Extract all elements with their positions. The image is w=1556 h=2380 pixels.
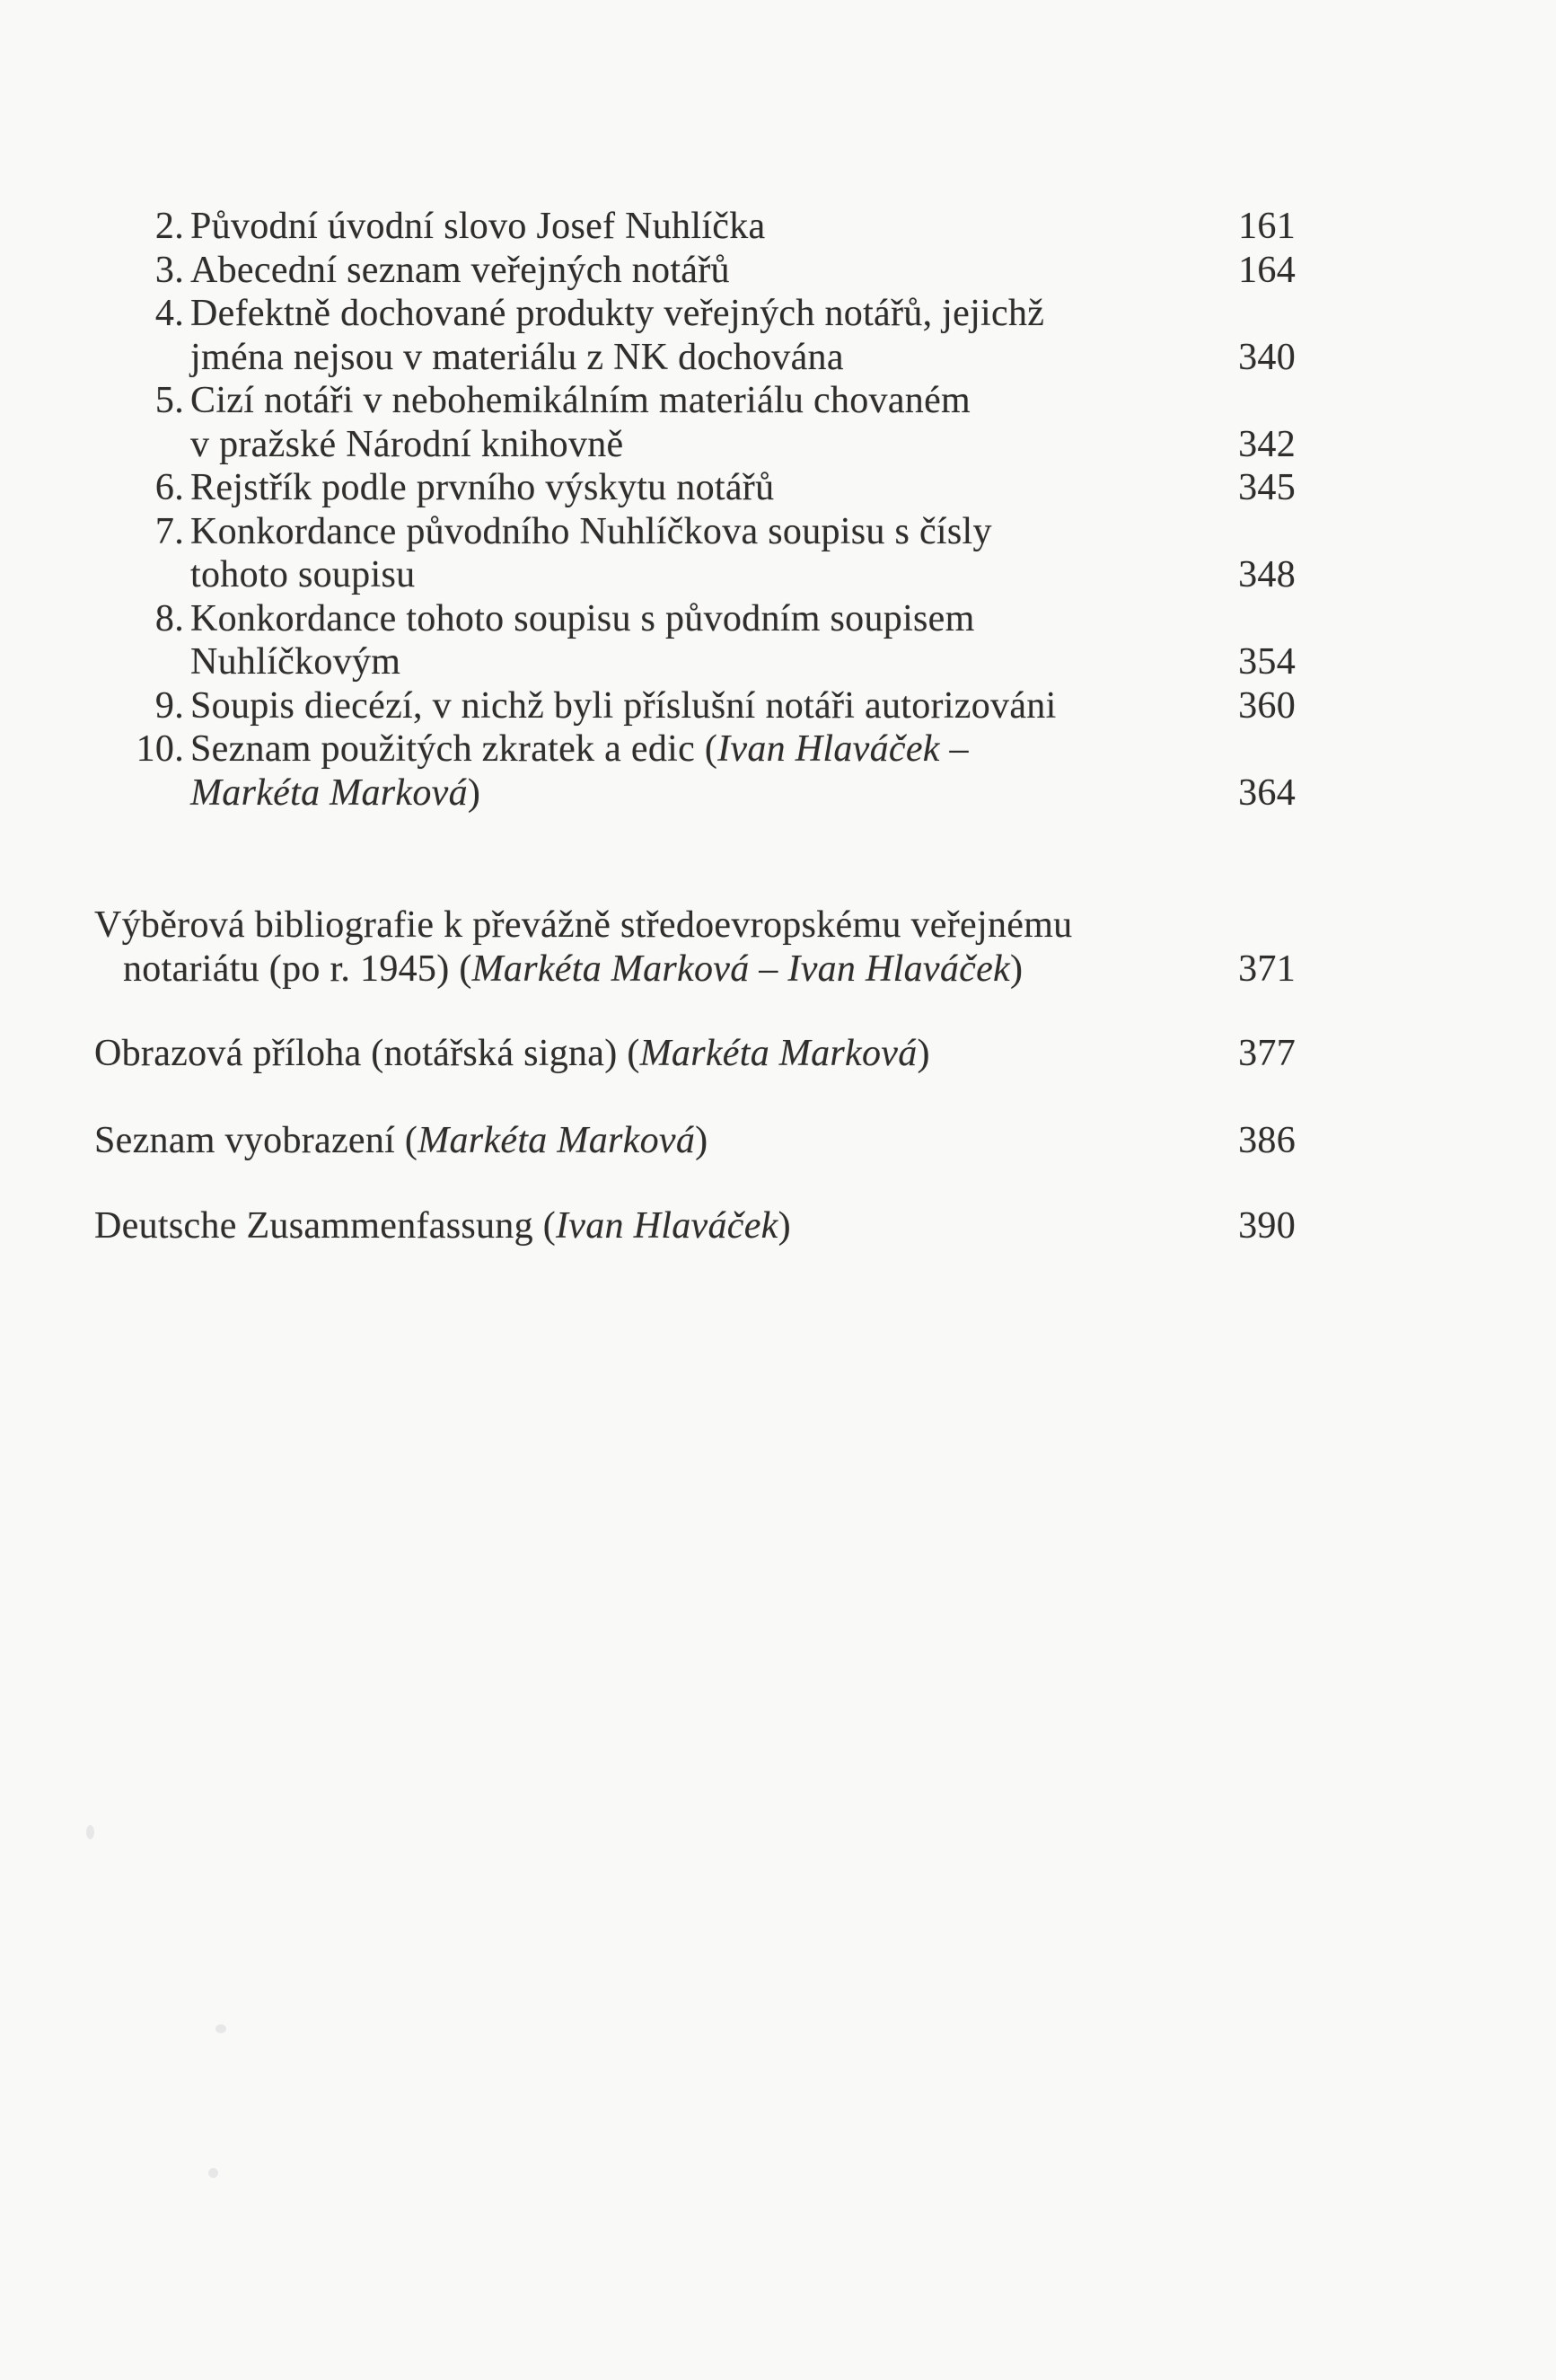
toc-entry-page-number: 340 (1238, 336, 1296, 378)
section-gap (94, 815, 1296, 904)
toc-section-page-number: 371 (1238, 948, 1296, 990)
toc-entry (94, 379, 1296, 423)
section-gap (94, 991, 1296, 1032)
toc-entry-continuation (94, 553, 1296, 597)
toc-entry (94, 510, 1296, 554)
toc-entry (94, 597, 1296, 641)
toc-section-entry (94, 1032, 1296, 1076)
toc-entry-continuation (94, 423, 1296, 467)
toc-entry-number: 10. (136, 728, 184, 770)
toc-entry-number: 3. (154, 249, 184, 291)
toc-entry-title: tohoto soupisu (190, 554, 416, 595)
toc-section-entry (94, 1119, 1296, 1163)
toc-section-title: Výběrová bibliografie k převážně středoevropskému veřejnému (94, 904, 1073, 946)
section-gap (94, 1162, 1296, 1204)
toc-entry-number: 6. (154, 467, 184, 508)
toc-entry-title: Nuhlíčkovým (190, 641, 401, 683)
toc-section-continuation (94, 948, 1296, 992)
toc-section-authors: Markéta Marková (639, 1033, 918, 1074)
toc-entry (94, 205, 1296, 249)
scan-speck (208, 2168, 218, 2178)
toc-section-entry (94, 1204, 1296, 1248)
toc-entry-title: jména nejsou v materiálu z NK dochována (190, 336, 844, 378)
toc-entry-title: Cizí notáři v nebohemikálním materiálu chovaném (190, 380, 971, 421)
toc-section-entry (94, 904, 1296, 948)
scan-speck (215, 2024, 226, 2033)
toc-entry-number: 2. (154, 206, 184, 247)
toc-entry (94, 249, 1296, 293)
toc-entry-continuation (94, 771, 1296, 815)
toc-entry-title: Defektně dochované produkty veřejných notářů, jejichž (190, 293, 1045, 334)
toc-section-title: Obrazová příloha (notářská signa) (Markéta Marková) (94, 1033, 930, 1074)
toc-entry-continuation (94, 336, 1296, 380)
toc-entry-title: Seznam použitých zkratek a edic (Ivan Hlaváček – (190, 728, 969, 770)
toc-entry-number: 8. (154, 597, 184, 639)
toc-section-authors: Markéta Marková (418, 1119, 696, 1161)
toc-entry-title: Rejstřík podle prvního výskytu notářů (190, 467, 775, 508)
toc-entry-number: 9. (154, 684, 184, 727)
toc-entry-number: 4. (154, 293, 184, 334)
toc-section-page-number: 377 (1238, 1033, 1296, 1074)
toc-entry-continuation (94, 640, 1296, 684)
toc-entry-page-number: 161 (1238, 206, 1296, 247)
toc-entry-page-number: 360 (1238, 684, 1296, 727)
toc-entry-page-number: 342 (1238, 423, 1296, 465)
toc-entry-title: Konkordance původního Nuhlíčkova soupisu s čísly (190, 510, 992, 552)
scan-speck (86, 1825, 94, 1839)
section-gap (94, 1076, 1296, 1119)
toc-entry-number: 7. (154, 510, 184, 552)
toc-entry-page-number: 345 (1238, 467, 1296, 508)
toc-section-title: Seznam vyobrazení (Markéta Marková) (94, 1119, 708, 1161)
toc-entry (94, 727, 1296, 771)
toc-section-page-number: 386 (1238, 1119, 1296, 1161)
toc-entry-number: 5. (154, 380, 184, 421)
toc-entry-authors: Markéta Marková (190, 771, 468, 814)
table-of-contents (94, 205, 1296, 1248)
toc-section-authors: Markéta Marková – Ivan Hlaváček (471, 948, 1011, 990)
toc-entry-title: Konkordance tohoto soupisu s původním soupisem (190, 597, 975, 639)
toc-entry (94, 466, 1296, 510)
toc-entry (94, 684, 1296, 728)
toc-entry (94, 292, 1296, 336)
toc-entry-title: Abecední seznam veřejných notářů (190, 249, 730, 291)
toc-section-title: Deutsche Zusammenfassung (Ivan Hlaváček) (94, 1205, 791, 1247)
toc-entry-page-number: 364 (1238, 771, 1296, 814)
toc-entry-authors: Ivan Hlaváček – (717, 728, 969, 770)
toc-section-title: notariátu (po r. 1945) (Markéta Marková – Ivan Hlaváček) (123, 948, 1024, 990)
toc-entry-page-number: 354 (1238, 641, 1296, 683)
toc-entry-title: Původní úvodní slovo Josef Nuhlíčka (190, 206, 766, 247)
toc-entry-title: Soupis diecézí, v nichž byli příslušní notáři autorizováni (190, 684, 1057, 727)
toc-section-authors: Ivan Hlaváček (556, 1205, 778, 1247)
toc-entry-page-number: 348 (1238, 554, 1296, 595)
toc-entry-title: Markéta Marková) (190, 771, 481, 814)
toc-entry-page-number: 164 (1238, 249, 1296, 291)
toc-entry-title: v pražské Národní knihovně (190, 423, 624, 465)
toc-section-page-number: 390 (1238, 1205, 1296, 1247)
